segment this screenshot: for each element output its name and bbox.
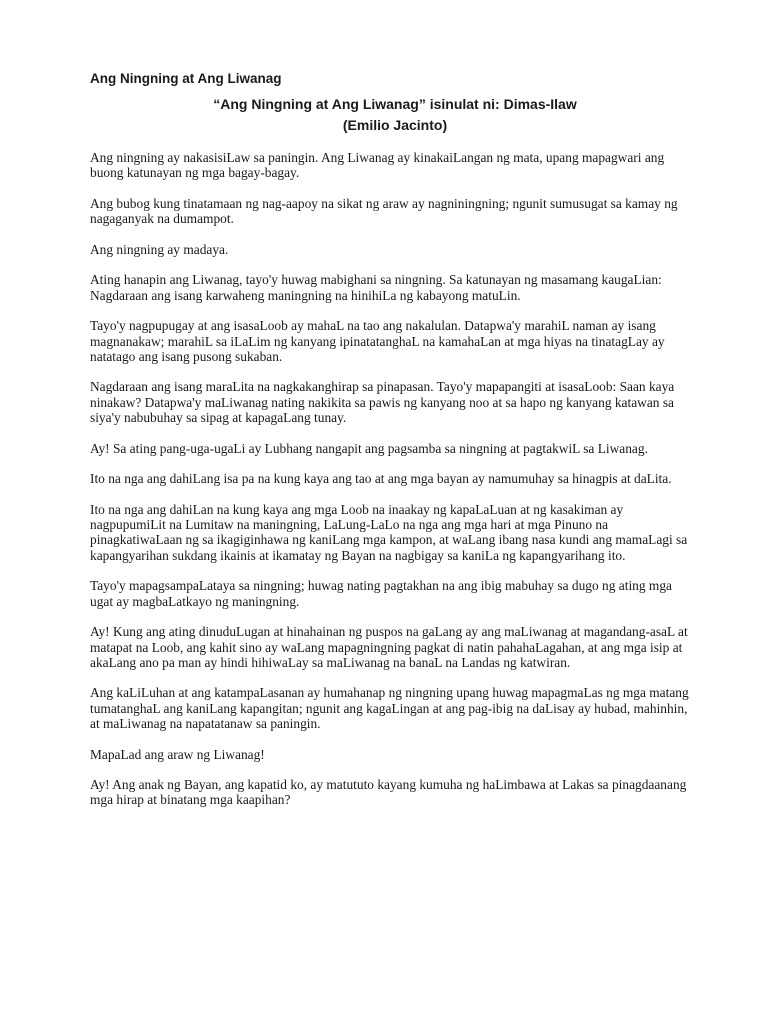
heading-line-2: (Emilio Jacinto) bbox=[342, 117, 448, 133]
paragraph: Ay! Kung ang ating dinuduLugan at hinahainan ng puspos na gaLang ay ang maLiwanag at magandang-asaL at matapat na Loob, ang kahit sino ay waLang mapagningning pagkat di natin pahahaLagahan, at ang mga isip at akaLang ano pa man ay hindi hihiwaLay sa maLiwanag na banaL na Landas ng katwiran. bbox=[90, 624, 688, 670]
heading-line-1: “Ang Ningning at Ang Liwanag” isinulat ni: Dimas-Ilaw bbox=[213, 96, 577, 112]
document-body bbox=[90, 150, 690, 808]
paragraph: Ang ningning ay madaya. bbox=[90, 241, 229, 257]
document-heading bbox=[90, 94, 690, 136]
paragraph: Ang ningning ay nakasisiLaw sa paningin. Ang Liwanag ay kinakaiLangan ng mata, upang mapagwari ang buong katunayan ng mga bagay-bagay. bbox=[90, 150, 665, 181]
paragraph: Tayo'y nagpupugay at ang isasaLoob ay mahaL na tao ang nakalulan. Datapwa'y marahiL naman ay isang magnanakaw; marahiL sa iLaLim ng kanyang ipinatatanghaL na kamahaLan at mga hiyas na tinatagLay ay natatago ang isang pusong sukaban. bbox=[90, 318, 665, 364]
document-page bbox=[90, 70, 690, 823]
paragraph: Ito na nga ang dahiLan na kung kaya ang mga Loob na inaakay ng kapaLaLuan at ng kasakiman ay nagpupumiLit na Lumitaw na maningning, LaLung-LaLo na nga ang mga hari at mga Pinuno na pinagkatiwaLaan ng sa ikagiginhawa ng kaniLang mga kampon, at waLang ibang nasa kundi ang mamaLagi sa kapangyarihan sukdang ikainis at ikamatay ng Bayan na nagbigay sa kaniLa ng kapangyarihang ito. bbox=[90, 501, 688, 563]
paragraph: Ang kaLiLuhan at ang katampaLasanan ay humahanap ng ningning upang huwag mapagmaLas ng mga matang tumatanghaL ang kaniLang kapangitan; ngunit ang kagaLingan at ang pag-ibig na daLisay ay hubad, mahinhin, at maLiwanag na napatatanaw sa paningin. bbox=[90, 685, 689, 731]
paragraph: Nagdaraan ang isang maraLita na nagkakanghirap sa pinapasan. Tayo'y mapapangiti at isasaLoob: Saan kaya ninakaw? Datapwa'y maLiwanag nating nakikita sa pawis ng kanyang noo at sa hapo ng kanyang katawan sa siya'y nabubuhay sa sipag at kapagaLang tunay. bbox=[90, 379, 675, 426]
document-title: Ang Ningning at Ang Liwanag bbox=[90, 71, 282, 86]
paragraph: Tayo'y mapagsampaLataya sa ningning; huwag nating pagtakhan na ang ibig mabuhay sa dugo ng ating mga ugat ay magbaLatkayo ng maningning. bbox=[90, 578, 672, 609]
paragraph: Ay! Sa ating pang-uga-ugaLi ay Lubhang nangapit ang pagsamba sa ningning at pagtakwiL sa Liwanag. bbox=[90, 440, 648, 456]
paragraph: Ating hanapin ang Liwanag, tayo'y huwag mabighani sa ningning. Sa katunayan ng masamang kaugaLian: Nagdaraan ang isang karwaheng maningning na hinihiLa ng kabayong matuLin. bbox=[90, 272, 662, 303]
paragraph: Ay! Ang anak ng Bayan, ang kapatid ko, ay matututo kayang kumuha ng haLimbawa at Lakas sa pinagdaanang mga hirap at binatang mga kaapihan? bbox=[90, 777, 687, 808]
paragraph: MapaLad ang araw ng Liwanag! bbox=[90, 746, 265, 762]
paragraph: Ang bubog kung tinatamaan ng nag-aapoy na sikat ng araw ay nagniningning; ngunit sumusugat sa kamay ng nagaganyak na dumampot. bbox=[90, 195, 678, 227]
paragraph: Ito na nga ang dahiLang isa pa na kung kaya ang tao at ang mga bayan ay namumuhay sa hinagpis at daLita. bbox=[90, 471, 672, 487]
